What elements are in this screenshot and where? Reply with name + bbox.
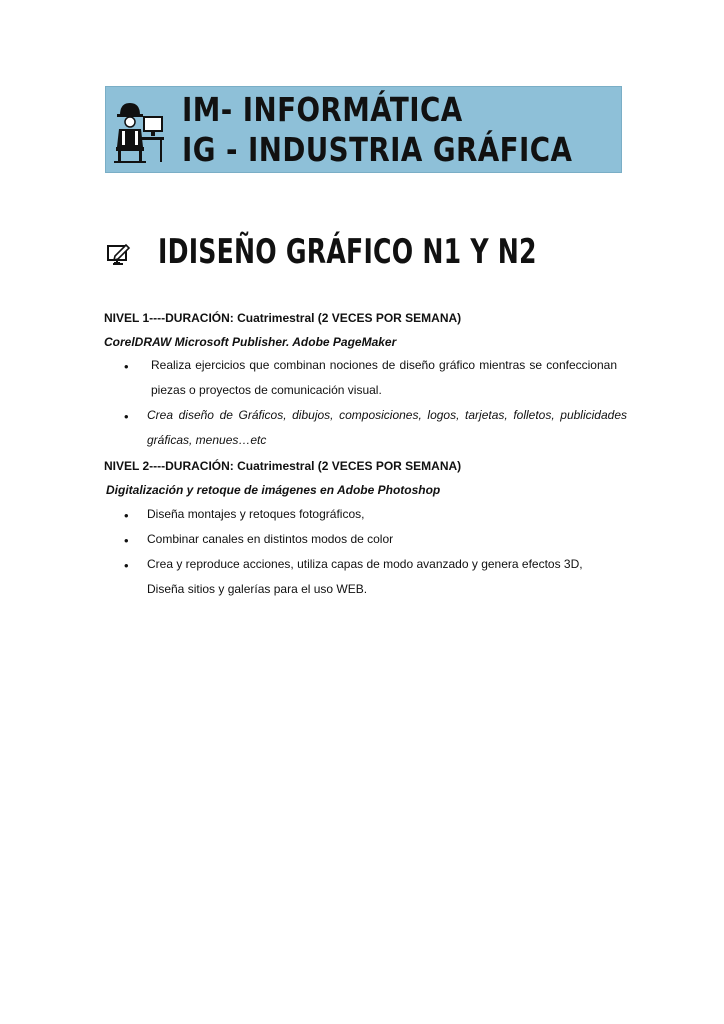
bullet-dot: • (124, 359, 129, 374)
nivel2-bullet-3: Crea y reproduce acciones, utiliza capas de modo avanzado y genera efectos 3D, Diseña sitios y galerías para el uso WEB. (147, 557, 583, 596)
nivel1-heading: NIVEL 1----DURACIÓN: Cuatrimestral (2 VECES POR SEMANA) (104, 311, 462, 325)
section-title: IDISEÑO GRÁFICO N1 Y N2 (158, 232, 537, 272)
technician-computer-icon (110, 95, 166, 165)
nivel2-bullet-2: Combinar canales en distintos modos de color (147, 532, 394, 546)
nivel1-bullet-1: Realiza ejercicios que combinan nociones de diseño gráfico mientras se confeccionan piezas o proyectos de comunicación visual. (151, 358, 617, 397)
nivel1-bullet-2: Crea diseño de Gráficos, dibujos, composiciones, logos, tarjetas, folletos, publicidades gráficas, menues…etc (147, 408, 627, 447)
bullet-dot: • (124, 533, 129, 548)
nivel2-software: Digitalización y retoque de imágenes en Adobe Photoshop (106, 483, 441, 497)
bullet-dot: • (124, 508, 129, 523)
nivel2-heading: NIVEL 2----DURACIÓN: Cuatrimestral (2 VECES POR SEMANA) (104, 459, 462, 473)
banner-title-line-2: IG - INDUSTRIA GRÁFICA (182, 130, 573, 169)
bullet-dot: • (124, 409, 129, 424)
nivel2-bullet-1: Diseña montajes y retoques fotográficos, (147, 507, 365, 521)
header-banner (105, 86, 622, 173)
nivel1-software: CorelDRAW Microsoft Publisher. Adobe PageMaker (104, 335, 397, 349)
edit-monitor-icon (106, 242, 132, 268)
bullet-dot: • (124, 558, 129, 573)
banner-title-line-1: IM- INFORMÁTICA (182, 90, 463, 129)
